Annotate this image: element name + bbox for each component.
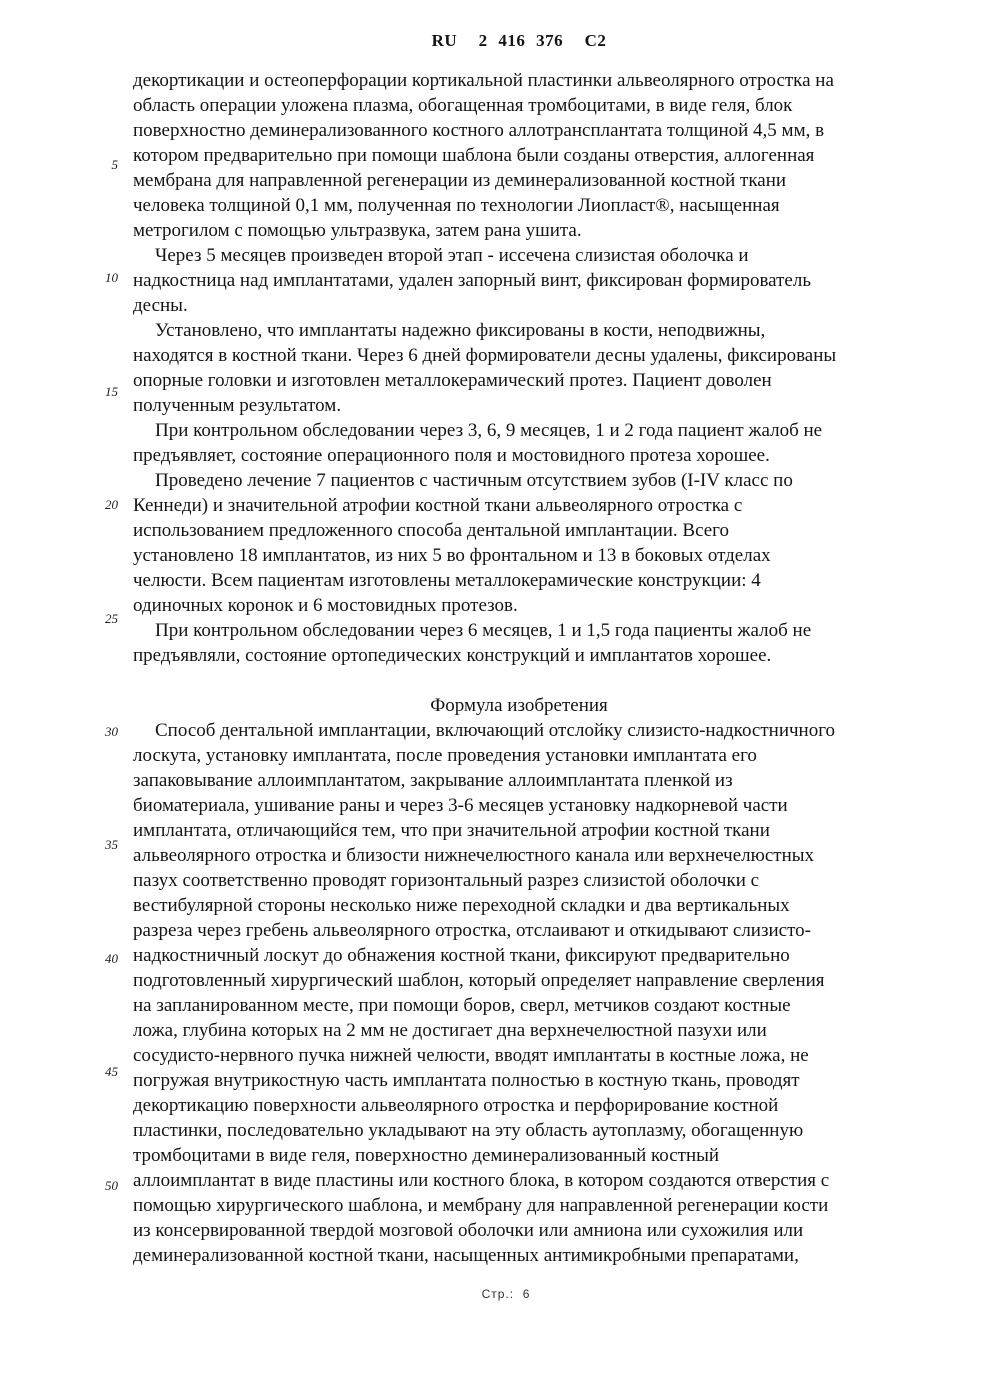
text-line: Способ дентальной имплантации, включающий отслойку слизисто-надкостничного — [155, 720, 836, 741]
text-line: предъявляет, состояние операционного поля и мостовидного протеза хорошее. — [133, 445, 770, 466]
text-line: находятся в костной ткани. Через 6 дней формирователи десны удалены, фиксированы — [133, 345, 837, 366]
paragraph — [133, 318, 905, 418]
text-line: одиночных коронок и 6 мостовидных протезов. — [133, 595, 518, 616]
text-line: вестибулярной стороны несколько ниже переходной складки и два вертикальных — [133, 895, 790, 916]
text-line: При контрольном обследовании через 6 месяцев, 1 и 1,5 года пациенты жалоб не — [155, 620, 812, 641]
text-line: котором предварительно при помощи шаблона были созданы отверстия, аллогенная — [133, 145, 815, 166]
text-line: подготовленный хирургический шаблон, который определяет направление сверления — [133, 970, 825, 991]
text-line: аллоимплантат в виде пластины или костного блока, в котором создаются отверстия с — [133, 1170, 830, 1191]
line-number: 50 — [105, 1178, 118, 1193]
paragraph — [133, 468, 905, 618]
text-line: альвеолярного отростка и близости нижнечелюстного канала или верхнечелюстных — [133, 845, 815, 866]
text-line: человека толщиной 0,1 мм, полученная по технологии Лиопласт®, насыщенная — [133, 195, 780, 216]
text-line: биоматериала, ушивание раны и через 3-6 месяцев установку надкорневой части — [133, 795, 788, 816]
text-line: разреза через гребень альвеолярного отростка, отслаивают и откидывают слизисто- — [133, 920, 811, 941]
paragraph — [133, 68, 905, 243]
patent-body-text — [133, 68, 905, 1268]
paragraph — [133, 618, 905, 668]
text-line: установлено 18 имплантатов, из них 5 во фронтальном и 13 в боковых отделах — [133, 545, 771, 566]
text-line: область операции уложена плазма, обогащенная тромбоцитами, в виде геля, блок — [133, 95, 793, 116]
line-number: 45 — [105, 1064, 118, 1079]
text-line: деминерализованной костной ткани, насыщенных антимикробными препаратами, — [133, 1245, 799, 1266]
paragraph — [133, 418, 905, 468]
text-line: Через 5 месяцев произведен второй этап - иссечена слизистая оболочка и — [155, 245, 749, 266]
line-number: 5 — [111, 157, 118, 172]
text-line: десны. — [133, 295, 188, 316]
text-line: поверхностно деминерализованного костного аллотрансплантата толщиной 4,5 мм, в — [133, 120, 825, 141]
page-header-publication-number: RU 2 416 376 C2 — [431, 31, 607, 50]
text-line: декортикации и остеоперфорации кортикальной пластинки альвеолярного отростка на — [133, 70, 834, 91]
formula-heading: Формула изобретения — [430, 695, 608, 716]
text-line: запаковывание аллоимплантатом, закрывание аллоимплантата пленкой из — [133, 770, 733, 791]
text-line: Проведено лечение 7 пациентов с частичным отсутствием зубов (I-IV класс по — [155, 470, 793, 491]
text-line: тромбоцитами в виде геля, поверхностно деминерализованный костный — [133, 1145, 720, 1166]
line-number: 30 — [105, 724, 118, 739]
line-number: 10 — [105, 270, 118, 285]
text-line: надкостничный лоскут до обнажения костной ткани, фиксируют предварительно — [133, 945, 790, 966]
text-line: из консервированной твердой мозговой оболочки или амниона или сухожилия или — [133, 1220, 804, 1241]
text-line: имплантата, отличающийся тем, что при значительной атрофии костной ткани — [133, 820, 770, 841]
page-footer-number: Стр.: 6 — [481, 1287, 531, 1301]
text-line: предъявляли, состояние ортопедических конструкций и имплантатов хорошее. — [133, 645, 772, 666]
line-number: 35 — [105, 837, 118, 852]
line-number: 40 — [105, 951, 118, 966]
line-number: 20 — [105, 497, 118, 512]
paragraph — [133, 243, 905, 318]
text-line: ложа, глубина которых на 2 мм не достигает дна верхнечелюстной пазухи или — [133, 1020, 767, 1041]
text-line: пазух соответственно проводят горизонтальный разрез слизистой оболочки с — [133, 870, 760, 891]
text-line: мембрана для направленной регенерации из деминерализованной костной ткани — [133, 170, 787, 191]
text-line: лоскута, установку имплантата, после проведения установки имплантата его — [133, 745, 757, 766]
text-line: Кеннеди) и значительной атрофии костной ткани альвеолярного отростка с — [133, 495, 743, 516]
text-line: погружая внутрикостную часть имплантата полностью в костную ткань, проводят — [133, 1070, 800, 1091]
text-line: на запланированном месте, при помощи боров, сверл, метчиков создают костные — [133, 995, 791, 1016]
text-line: сосудисто-нервного пучка нижней челюсти, вводят имплантаты в костные ложа, не — [133, 1045, 809, 1066]
text-line: челюсти. Всем пациентам изготовлены металлокерамические конструкции: 4 — [133, 570, 761, 591]
line-number-column — [85, 0, 118, 1400]
text-line: При контрольном обследовании через 3, 6, 9 месяцев, 1 и 2 года пациент жалоб не — [155, 420, 823, 441]
line-number: 15 — [105, 384, 118, 399]
text-line: Установлено, что имплантаты надежно фиксированы в кости, неподвижны, — [155, 320, 766, 341]
text-line: метрогилом с помощью ультразвука, затем рана ушита. — [133, 220, 582, 241]
line-number: 25 — [105, 611, 118, 626]
text-line: опорные головки и изготовлен металлокерамический протез. Пациент доволен — [133, 370, 772, 391]
paragraph — [133, 718, 905, 1268]
text-line: пластинки, последовательно укладывают на эту область аутоплазму, обогащенную — [133, 1120, 804, 1141]
text-line: использованием предложенного способа дентальной имплантации. Всего — [133, 520, 729, 541]
text-line: декортикацию поверхности альвеолярного отростка и перфорирование костной — [133, 1095, 779, 1116]
text-line: надкостница над имплантатами, удален запорный винт, фиксирован формирователь — [133, 270, 811, 291]
text-line: полученным результатом. — [133, 395, 342, 416]
text-line: помощью хирургического шаблона, и мембрану для направленной регенерации кости — [133, 1195, 829, 1216]
